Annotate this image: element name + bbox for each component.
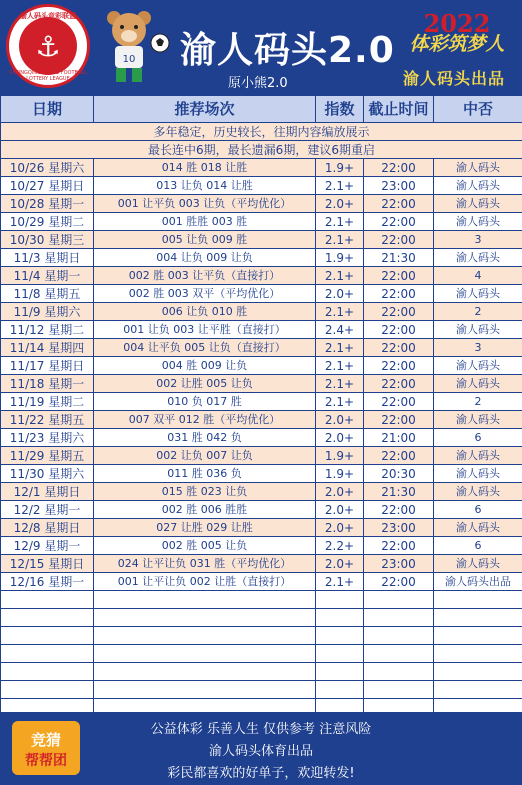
empty-cell — [434, 591, 522, 609]
row-deadline: 23:00 — [364, 177, 434, 195]
row-match: 005 让负 009 胜 — [94, 231, 316, 249]
row-date: 11/4 星期一 — [1, 267, 94, 285]
row-date: 11/9 星期六 — [1, 303, 94, 321]
table-row — [1, 285, 522, 303]
table-row — [1, 519, 522, 537]
row-date: 12/2 星期一 — [1, 501, 94, 519]
row-deadline: 22:00 — [364, 375, 434, 393]
row-index: 2.0+ — [316, 411, 364, 429]
row-match: 006 让负 010 胜 — [94, 303, 316, 321]
row-date: 10/26 星期六 — [1, 159, 94, 177]
row-deadline: 22:00 — [364, 393, 434, 411]
slogan-text: 体彩筑梦人 — [409, 33, 505, 55]
empty-cell — [434, 627, 522, 645]
row-match: 015 胜 023 让负 — [94, 483, 316, 501]
row-deadline: 22:00 — [364, 501, 434, 519]
empty-row — [1, 591, 522, 609]
empty-row — [1, 627, 522, 645]
row-date: 10/30 星期三 — [1, 231, 94, 249]
row-match: 004 让平负 005 让负（直接打） — [94, 339, 316, 357]
table-row — [1, 213, 522, 231]
row-match: 007 双平 012 胜（平均优化） — [94, 411, 316, 429]
empty-cell — [1, 663, 94, 681]
row-index: 2.0+ — [316, 519, 364, 537]
row-result: 渝人码头 — [434, 213, 522, 231]
row-index: 2.0+ — [316, 285, 364, 303]
row-date: 10/29 星期二 — [1, 213, 94, 231]
page-subtitle: 原小熊2.0 — [228, 76, 288, 91]
table-row — [1, 465, 522, 483]
table-row — [1, 267, 522, 285]
row-index: 2.0+ — [316, 501, 364, 519]
row-match: 002 让胜 005 让负 — [94, 375, 316, 393]
row-result: 2 — [434, 303, 522, 321]
logo-ring-text: 渝人码头竞彩联盟 — [20, 12, 76, 20]
row-date: 11/22 星期五 — [1, 411, 94, 429]
row-match: 002 胜 003 让平负（直接打） — [94, 267, 316, 285]
empty-cell — [1, 591, 94, 609]
footer-line-1: 公益体彩 乐善人生 仅供参考 注意风险 — [150, 722, 372, 737]
row-date: 11/18 星期一 — [1, 375, 94, 393]
row-index: 2.0+ — [316, 483, 364, 501]
row-date: 11/17 星期日 — [1, 357, 94, 375]
note-row — [1, 123, 522, 141]
row-index: 2.0+ — [316, 195, 364, 213]
empty-cell — [364, 645, 434, 663]
row-match: 024 让平让负 031 胜（平均优化） — [94, 555, 316, 573]
empty-cell — [364, 663, 434, 681]
row-deadline: 21:30 — [364, 249, 434, 267]
row-result: 2 — [434, 393, 522, 411]
empty-cell — [434, 645, 522, 663]
empty-row — [1, 681, 522, 699]
row-result: 3 — [434, 339, 522, 357]
empty-cell — [316, 645, 364, 663]
row-deadline: 22:00 — [364, 339, 434, 357]
row-match: 001 让平负 003 让负（平均优化） — [94, 195, 316, 213]
table-row — [1, 231, 522, 249]
row-deadline: 22:00 — [364, 303, 434, 321]
table-row — [1, 555, 522, 573]
row-deadline: 23:00 — [364, 555, 434, 573]
note-text: 最长连中6期，最长遗漏6期，建议6期重启 — [1, 141, 522, 159]
row-index: 1.9+ — [316, 447, 364, 465]
row-index: 2.1+ — [316, 393, 364, 411]
column-header-result: 中否 — [434, 96, 522, 123]
table-row — [1, 483, 522, 501]
row-index: 2.0+ — [316, 555, 364, 573]
row-match: 002 让负 007 让负 — [94, 447, 316, 465]
row-result: 渝人码头 — [434, 375, 522, 393]
empty-cell — [94, 609, 316, 627]
row-result: 渝人码头 — [434, 555, 522, 573]
empty-row — [1, 609, 522, 627]
empty-row — [1, 663, 522, 681]
empty-cell — [316, 609, 364, 627]
empty-cell — [316, 627, 364, 645]
empty-cell — [1, 627, 94, 645]
row-date: 12/8 星期日 — [1, 519, 94, 537]
row-match: 001 让负 003 让平胜（直接打） — [94, 321, 316, 339]
row-deadline: 22:00 — [364, 321, 434, 339]
table-row — [1, 195, 522, 213]
empty-cell — [434, 609, 522, 627]
row-index: 2.1+ — [316, 177, 364, 195]
row-result: 4 — [434, 267, 522, 285]
row-index: 1.9+ — [316, 465, 364, 483]
table-row — [1, 393, 522, 411]
anchor-icon: ⚓ — [19, 17, 77, 75]
row-index: 2.1+ — [316, 339, 364, 357]
row-match: 013 让负 014 让胜 — [94, 177, 316, 195]
row-index: 2.1+ — [316, 303, 364, 321]
table-row — [1, 339, 522, 357]
table-row — [1, 573, 522, 591]
row-date: 12/15 星期日 — [1, 555, 94, 573]
row-deadline: 22:00 — [364, 411, 434, 429]
row-index: 2.1+ — [316, 231, 364, 249]
row-match: 031 胜 042 负 — [94, 429, 316, 447]
row-deadline: 23:00 — [364, 519, 434, 537]
recommendation-table — [0, 95, 522, 717]
column-header-match: 推荐场次 — [94, 96, 316, 123]
table-row — [1, 177, 522, 195]
logo-ring-subtext: CHONGQING RENEE FOOTBALL LOTTERY LEAGUE — [9, 70, 87, 82]
row-result: 渝人码头 — [434, 357, 522, 375]
row-result: 渝人码头出品 — [434, 573, 522, 591]
row-match: 002 胜 003 双平（平均优化） — [94, 285, 316, 303]
row-index: 2.1+ — [316, 267, 364, 285]
empty-cell — [316, 681, 364, 699]
row-match: 002 胜 005 让负 — [94, 537, 316, 555]
row-deadline: 22:00 — [364, 573, 434, 591]
row-result: 6 — [434, 537, 522, 555]
row-match: 010 负 017 胜 — [94, 393, 316, 411]
row-deadline: 22:00 — [364, 285, 434, 303]
empty-cell — [1, 645, 94, 663]
table-row — [1, 411, 522, 429]
row-result: 渝人码头 — [434, 159, 522, 177]
empty-cell — [316, 591, 364, 609]
table-row — [1, 357, 522, 375]
bear-mascot-icon — [100, 8, 170, 88]
row-index: 2.4+ — [316, 321, 364, 339]
table-row — [1, 375, 522, 393]
row-result: 渝人码头 — [434, 285, 522, 303]
row-deadline: 22:00 — [364, 357, 434, 375]
empty-cell — [94, 645, 316, 663]
row-deadline: 20:30 — [364, 465, 434, 483]
lottery-slogan-logo — [395, 8, 517, 60]
row-index: 2.0+ — [316, 429, 364, 447]
table-row — [1, 537, 522, 555]
row-result: 渝人码头 — [434, 465, 522, 483]
table-row — [1, 321, 522, 339]
row-result: 渝人码头 — [434, 519, 522, 537]
empty-cell — [1, 609, 94, 627]
row-date: 11/14 星期四 — [1, 339, 94, 357]
column-header-deadline: 截止时间 — [364, 96, 434, 123]
row-index: 2.1+ — [316, 573, 364, 591]
empty-cell — [434, 663, 522, 681]
footer-banner — [0, 712, 522, 785]
row-deadline: 22:00 — [364, 447, 434, 465]
empty-cell — [364, 609, 434, 627]
row-date: 10/28 星期一 — [1, 195, 94, 213]
row-deadline: 22:00 — [364, 159, 434, 177]
table-row — [1, 447, 522, 465]
row-deadline: 22:00 — [364, 195, 434, 213]
empty-cell — [1, 681, 94, 699]
page-title: 渝人码头2.0 — [180, 30, 395, 71]
column-header-date: 日期 — [1, 96, 94, 123]
badge-text-bottom: 帮帮团 — [25, 753, 67, 769]
row-result: 6 — [434, 429, 522, 447]
row-result: 6 — [434, 501, 522, 519]
row-date: 12/1 星期日 — [1, 483, 94, 501]
empty-cell — [94, 591, 316, 609]
table-row — [1, 501, 522, 519]
row-result: 渝人码头 — [434, 249, 522, 267]
row-date: 11/12 星期二 — [1, 321, 94, 339]
row-deadline: 22:00 — [364, 537, 434, 555]
row-deadline: 22:00 — [364, 267, 434, 285]
row-date: 12/16 星期一 — [1, 573, 94, 591]
column-header-index: 指数 — [316, 96, 364, 123]
row-match: 011 胜 036 负 — [94, 465, 316, 483]
row-deadline: 22:00 — [364, 231, 434, 249]
row-date: 11/19 星期二 — [1, 393, 94, 411]
empty-cell — [94, 627, 316, 645]
row-match: 004 胜 009 让负 — [94, 357, 316, 375]
row-date: 11/8 星期五 — [1, 285, 94, 303]
row-index: 2.2+ — [316, 537, 364, 555]
row-result: 渝人码头 — [434, 177, 522, 195]
empty-cell — [94, 663, 316, 681]
bear-jersey-number: 10 — [122, 54, 136, 65]
row-index: 1.9+ — [316, 159, 364, 177]
row-date: 11/30 星期六 — [1, 465, 94, 483]
row-index: 2.1+ — [316, 375, 364, 393]
row-date: 11/23 星期六 — [1, 429, 94, 447]
table-row — [1, 159, 522, 177]
footer-line-3: 彩民都喜欢的好单子，欢迎转发! — [167, 766, 355, 781]
table-row — [1, 303, 522, 321]
row-match: 001 让平让负 002 让胜（直接打） — [94, 573, 316, 591]
row-result: 渝人码头 — [434, 483, 522, 501]
row-match: 002 胜 006 胜胜 — [94, 501, 316, 519]
row-match: 004 让负 009 让负 — [94, 249, 316, 267]
badge-text-top: 竞猜 — [30, 731, 62, 749]
row-deadline: 22:00 — [364, 213, 434, 231]
row-date: 11/3 星期日 — [1, 249, 94, 267]
note-row — [1, 141, 522, 159]
club-logo — [6, 4, 90, 88]
row-index: 1.9+ — [316, 249, 364, 267]
empty-cell — [364, 627, 434, 645]
row-match: 027 让胜 029 让胜 — [94, 519, 316, 537]
row-deadline: 21:30 — [364, 483, 434, 501]
table-header-row — [1, 96, 522, 123]
row-date: 10/27 星期日 — [1, 177, 94, 195]
empty-cell — [364, 591, 434, 609]
slogan-year: 2022 — [423, 9, 491, 38]
row-match: 001 胜胜 003 胜 — [94, 213, 316, 231]
empty-cell — [434, 681, 522, 699]
empty-cell — [364, 681, 434, 699]
row-result: 渝人码头 — [434, 411, 522, 429]
row-date: 11/29 星期五 — [1, 447, 94, 465]
row-index: 2.1+ — [316, 357, 364, 375]
row-result: 渝人码头 — [434, 321, 522, 339]
table-row — [1, 429, 522, 447]
header-banner — [0, 0, 522, 95]
row-result: 渝人码头 — [434, 447, 522, 465]
empty-row — [1, 645, 522, 663]
row-result: 渝人码头 — [434, 195, 522, 213]
row-match: 014 胜 018 让胜 — [94, 159, 316, 177]
producer-label: 渝人码头出品 — [403, 69, 506, 88]
row-date: 12/9 星期一 — [1, 537, 94, 555]
table-row — [1, 249, 522, 267]
row-result: 3 — [434, 231, 522, 249]
empty-cell — [316, 663, 364, 681]
row-deadline: 21:00 — [364, 429, 434, 447]
empty-cell — [94, 681, 316, 699]
footer-line-2: 渝人码头体育出品 — [208, 744, 313, 759]
row-index: 2.1+ — [316, 213, 364, 231]
note-text: 多年稳定，历史较长，往期内容编放展示 — [1, 123, 522, 141]
